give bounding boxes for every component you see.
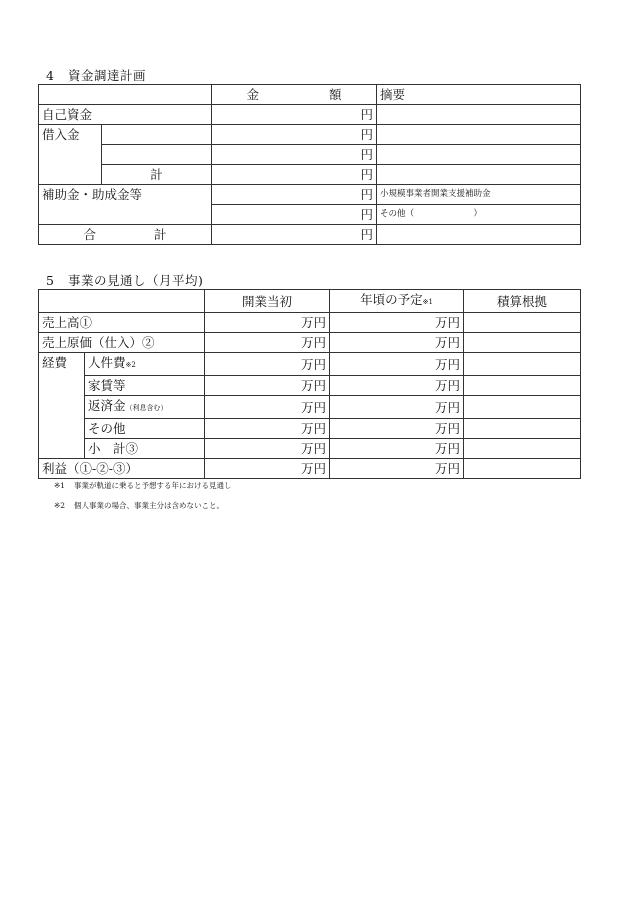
footnote-2-text: 個人事業の場合、事業主分は含めないこと。 xyxy=(74,501,224,510)
table-header-row xyxy=(39,85,581,105)
section4-number: 4 xyxy=(46,68,55,83)
label-subsidy: 補助金・助成金等 xyxy=(39,185,212,225)
personnel-planned[interactable]: 万円 xyxy=(330,353,464,376)
other-basis[interactable] xyxy=(464,419,581,439)
footnote-2-mark: ※2 xyxy=(54,501,66,510)
table-row xyxy=(39,396,581,419)
amount-subsidy-2[interactable]: 円 xyxy=(212,205,377,225)
footnote-1-text: 事業が軌道に乗ると予想する年における見通し xyxy=(74,481,232,490)
rent-opening[interactable]: 万円 xyxy=(205,376,330,396)
amount-total[interactable]: 円 xyxy=(212,225,377,245)
section5-title-text: 事業の見通し（月平均) xyxy=(68,273,204,288)
table-row xyxy=(39,333,581,353)
profit-basis[interactable] xyxy=(464,459,581,479)
label-expenses: 経費 xyxy=(39,353,85,459)
table-row xyxy=(39,185,581,205)
subtotal-basis[interactable] xyxy=(464,439,581,459)
rent-planned[interactable]: 万円 xyxy=(330,376,464,396)
profit-planned[interactable]: 万円 xyxy=(330,459,464,479)
amount-borrowing-1[interactable]: 円 xyxy=(212,125,377,145)
remarks-subsidy-1: 小規模事業者開業支援補助金 xyxy=(377,185,581,205)
funding-plan-table xyxy=(38,84,581,245)
header-empty-cell xyxy=(39,85,212,105)
footnote-1-mark: ※1 xyxy=(54,481,66,490)
table-row xyxy=(39,353,581,376)
section5-title xyxy=(46,271,203,289)
rent-basis[interactable] xyxy=(464,376,581,396)
header-amount: 金 額 xyxy=(212,85,377,105)
remarks-total[interactable] xyxy=(377,225,581,245)
personnel-opening[interactable]: 万円 xyxy=(205,353,330,376)
label-total: 合 計 xyxy=(39,225,212,245)
repayment-opening[interactable]: 万円 xyxy=(205,396,330,419)
label-self-funds: 自己資金 xyxy=(39,105,212,125)
borrowing-source-1[interactable] xyxy=(102,125,212,145)
label-rent: 家賃等 xyxy=(85,376,205,396)
label-personnel: 人件費※2 xyxy=(85,353,205,376)
label-cogs: 売上原価（仕入）② xyxy=(39,333,205,353)
table-row xyxy=(39,105,581,125)
table-row xyxy=(39,125,581,145)
footnote-1 xyxy=(54,480,232,491)
other-opening[interactable]: 万円 xyxy=(205,419,330,439)
label-repayment: 返済金（利息含む） xyxy=(85,396,205,419)
table-row xyxy=(39,313,581,333)
sales-planned[interactable]: 万円 xyxy=(330,313,464,333)
section5-number: 5 xyxy=(46,273,55,288)
header-basis: 積算根拠 xyxy=(464,290,581,313)
amount-subsidy-1[interactable]: 円 xyxy=(212,185,377,205)
header-planned-year: 年頃の予定※1 xyxy=(330,290,464,313)
label-other: その他 xyxy=(85,419,205,439)
borrowing-source-2[interactable] xyxy=(102,145,212,165)
table-row xyxy=(39,439,581,459)
remarks-borrowing-1[interactable] xyxy=(377,125,581,145)
remarks-subsidy-2: その他（ ） xyxy=(377,205,581,225)
table-header-row xyxy=(39,290,581,313)
remarks-borrowing-subtotal[interactable] xyxy=(377,165,581,185)
footnote-2 xyxy=(54,500,224,511)
table-row xyxy=(39,165,581,185)
table-row xyxy=(39,225,581,245)
section4-title xyxy=(46,66,146,84)
cogs-opening[interactable]: 万円 xyxy=(205,333,330,353)
header-empty-cell xyxy=(39,290,205,313)
amount-self-funds[interactable]: 円 xyxy=(212,105,377,125)
header-remarks: 摘要 xyxy=(377,85,581,105)
profit-opening[interactable]: 万円 xyxy=(205,459,330,479)
cogs-basis[interactable] xyxy=(464,333,581,353)
label-borrowing-subtotal: 計 xyxy=(102,165,212,185)
table-row xyxy=(39,459,581,479)
business-outlook-table xyxy=(38,289,581,479)
table-row xyxy=(39,419,581,439)
header-opening: 開業当初 xyxy=(205,290,330,313)
remarks-self-funds[interactable] xyxy=(377,105,581,125)
amount-borrowing-subtotal[interactable]: 円 xyxy=(212,165,377,185)
table-row xyxy=(39,376,581,396)
sales-basis[interactable] xyxy=(464,313,581,333)
section4-title-text: 資金調達計画 xyxy=(68,68,147,83)
amount-borrowing-2[interactable]: 円 xyxy=(212,145,377,165)
personnel-basis[interactable] xyxy=(464,353,581,376)
label-borrowing: 借入金 xyxy=(39,125,102,185)
other-planned[interactable]: 万円 xyxy=(330,419,464,439)
repayment-basis[interactable] xyxy=(464,396,581,419)
table-row xyxy=(39,145,581,165)
subtotal-planned[interactable]: 万円 xyxy=(330,439,464,459)
label-expense-subtotal: 小 計③ xyxy=(85,439,205,459)
label-profit: 利益（①-②-③） xyxy=(39,459,205,479)
remarks-borrowing-2[interactable] xyxy=(377,145,581,165)
repayment-planned[interactable]: 万円 xyxy=(330,396,464,419)
label-sales: 売上高① xyxy=(39,313,205,333)
subtotal-opening[interactable]: 万円 xyxy=(205,439,330,459)
cogs-planned[interactable]: 万円 xyxy=(330,333,464,353)
sales-opening[interactable]: 万円 xyxy=(205,313,330,333)
